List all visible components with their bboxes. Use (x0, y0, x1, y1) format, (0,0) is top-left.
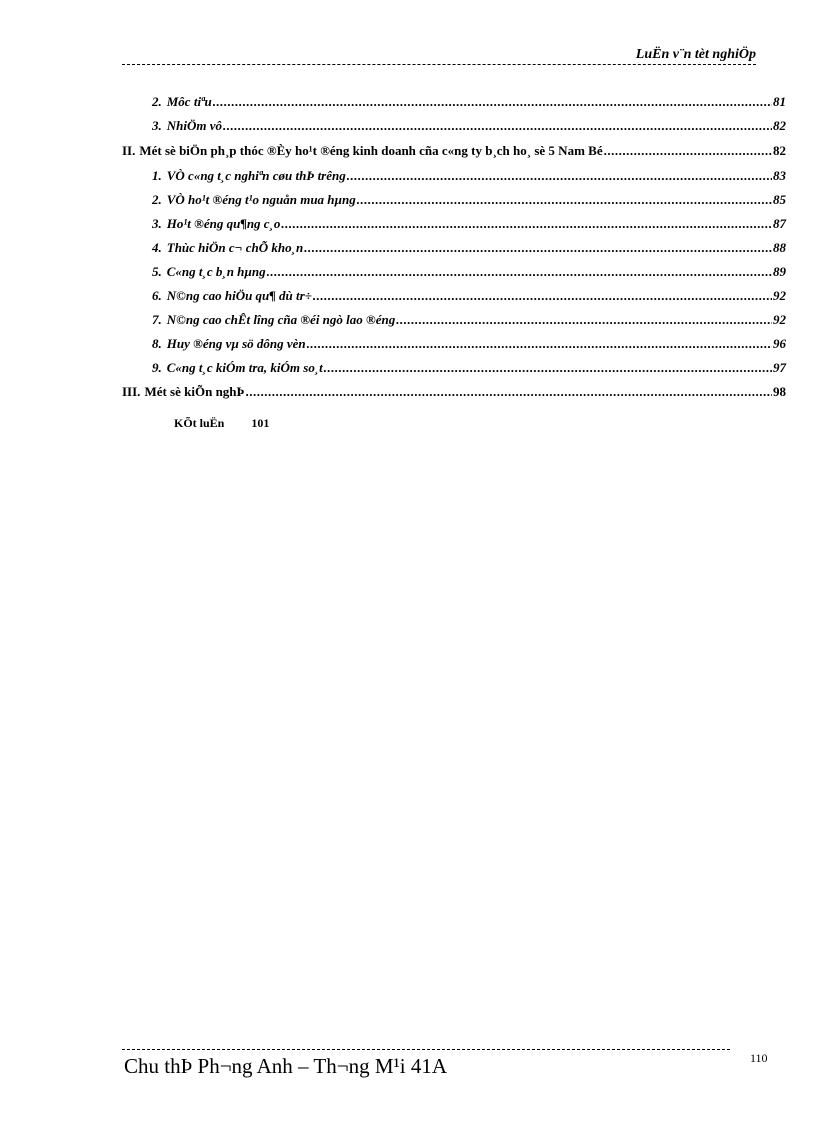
toc-entry-label: N©ng cao chÊt lîng cña ®éi ngò lao ®éng (166, 312, 396, 327)
toc-entry-label: Ho¹t ®éng qu¶ng c¸o (166, 216, 281, 231)
toc-leader-dots (304, 240, 772, 256)
toc-entry (152, 288, 786, 306)
toc-entry-page: 87 (773, 216, 786, 231)
toc-leader-dots (396, 312, 772, 328)
toc-entry (152, 312, 786, 330)
toc-entry-label: Môc tiªu (166, 94, 212, 109)
toc-entry-page: 82 (773, 143, 786, 158)
toc-entry-number: 7. (152, 312, 162, 327)
toc-leader-dots (324, 360, 772, 376)
toc-entry-number: 6. (152, 288, 162, 303)
header-title: LuËn v¨n tèt nghiÖp (635, 47, 756, 62)
toc-entry (152, 336, 786, 354)
toc-entry (152, 118, 786, 136)
toc-entry-page: 83 (773, 168, 786, 183)
toc-entry-number: 9. (152, 360, 162, 375)
toc-entry-page: 89 (773, 264, 786, 279)
conclusion-label: KÕt luËn (174, 416, 225, 430)
toc-entry-number: 4. (152, 240, 162, 255)
toc-leader-dots (347, 168, 772, 184)
toc-entry-label: C«ng t¸c b¸n hµng (166, 264, 266, 279)
toc-entry-number: 3. (152, 216, 162, 231)
toc-entry-number: 2. (152, 192, 162, 207)
toc-entry-label: C«ng t¸c kiÓm tra, kiÓm so¸t (166, 360, 323, 375)
toc-entry (152, 192, 786, 210)
toc-entry-number: 3. (152, 118, 162, 133)
toc-entry-number: 5. (152, 264, 162, 279)
toc-entry (152, 264, 786, 282)
toc-leader-dots (267, 264, 772, 280)
conclusion-entry (174, 416, 269, 431)
toc-entry (122, 384, 786, 402)
toc-entry-page: 81 (773, 94, 786, 109)
toc-leader-dots (307, 336, 772, 352)
toc-entry-number: 8. (152, 336, 162, 351)
footer-author: Chu thÞ Ph¬ng Anh – Th¬ng M¹i 41A (124, 1054, 448, 1078)
toc-entry-label: VÒ c«ng t¸c nghiªn cøu thÞ trêng (166, 168, 346, 183)
toc-entry-page: 92 (773, 288, 786, 303)
toc-entry-label: N©ng cao hiÖu qu¶ dù tr÷ (166, 288, 312, 303)
toc-entry-page: 85 (773, 192, 786, 207)
toc-entry-label: Mét sè biÖn ph¸p thóc ®Èy ho¹t ®éng kinh doanh cña c«ng ty b¸ch ho¸ sè 5 Nam Bé (139, 143, 603, 158)
toc-leader-dots (313, 288, 772, 304)
toc-entry-page: 92 (773, 312, 786, 327)
toc-entry (152, 360, 786, 378)
page-number: 110 (750, 1051, 768, 1065)
toc-entry-page: 98 (773, 384, 786, 399)
toc-entry-page: 96 (773, 336, 786, 351)
toc-leader-dots (281, 216, 772, 232)
footer-rule (122, 1049, 730, 1050)
toc-entry-label: Mét sè kiÕn nghÞ (144, 384, 245, 399)
toc-entry (152, 168, 786, 186)
toc-leader-dots (604, 143, 772, 159)
toc-entry-number: 2. (152, 94, 162, 109)
toc-entry-label: Thùc hiÖn c¬ chÕ kho¸n (166, 240, 304, 255)
header-rule (122, 64, 756, 65)
toc-leader-dots (223, 118, 772, 134)
toc-entry-number: 1. (152, 168, 162, 183)
toc-entry-page: 97 (773, 360, 786, 375)
toc-leader-dots (357, 192, 772, 208)
toc-entry-number: II. (122, 143, 136, 158)
toc-entry (152, 94, 786, 112)
toc-entry-label: VÒ ho¹t ®éng t¹o nguån mua hµng (166, 192, 356, 207)
toc-entry-label: Huy ®éng vµ sö dông vèn (166, 336, 306, 351)
toc-entry-number: III. (122, 384, 141, 399)
toc-entry-page: 82 (773, 118, 786, 133)
toc-entry (152, 216, 786, 234)
conclusion-page: 101 (251, 416, 270, 430)
toc-entry (122, 143, 786, 161)
toc-entry-label: NhiÖm vô (166, 118, 222, 133)
toc-entry (152, 240, 786, 258)
toc-entry-page: 88 (773, 240, 786, 255)
toc-leader-dots (245, 384, 772, 400)
toc-leader-dots (213, 94, 772, 110)
